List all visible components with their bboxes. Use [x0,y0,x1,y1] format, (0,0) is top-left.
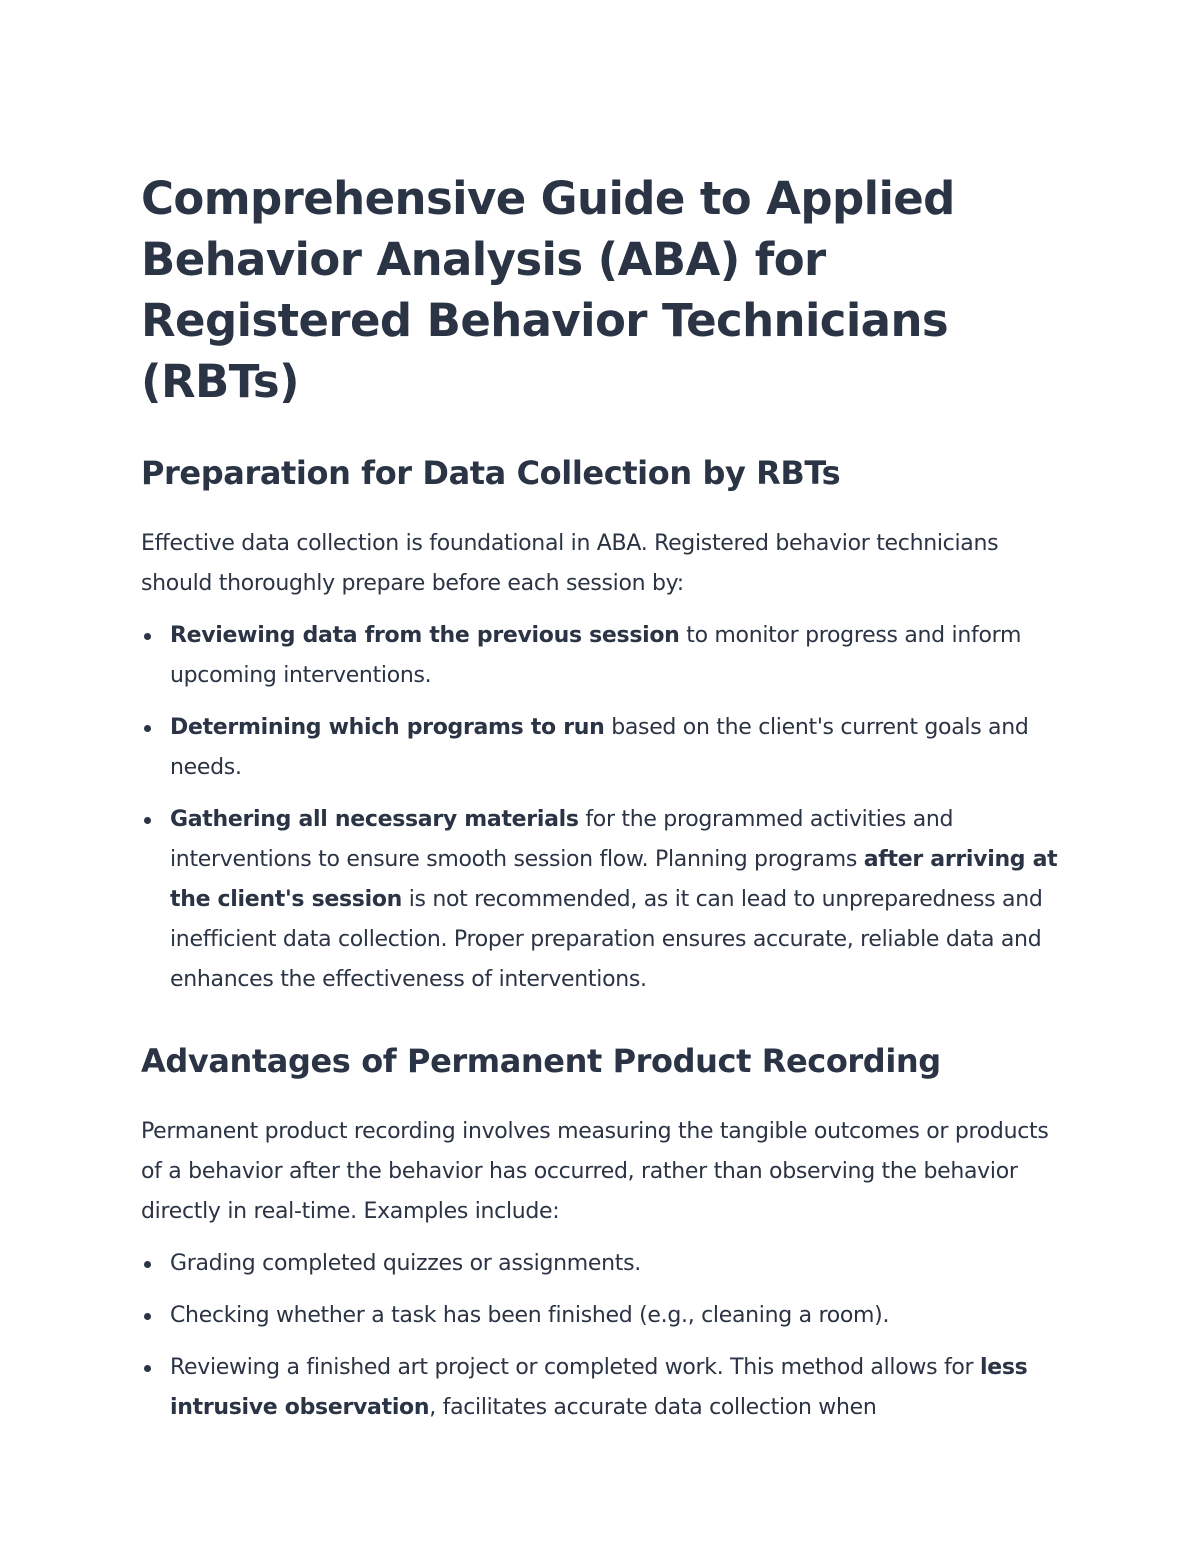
item-text: to monitor progress and inform upcoming interventions. [170,623,1022,688]
item-text: Checking whether a task has been finished (e.g., cleaning a room). [170,1303,890,1328]
list-item [141,1348,1071,1428]
bullet-icon [144,1313,151,1320]
list-item [141,616,1071,696]
document-title: Comprehensive Guide to Applied Behavior Analysis (ABA) for Registered Behavior Technicians (RBTs) [141,172,955,408]
list-item [141,708,1071,788]
item-text: based on the client's current goals and needs. [170,715,1029,780]
bullet-icon [144,725,151,732]
list-item [141,1296,1071,1336]
item-text: is not recommended, as it can lead to unpreparedness and inefficient data collection. Proper preparation ensures accurate, reliable data and enhances the effectiveness of interventions. [170,887,1043,992]
item-text: , facilitates accurate data collection when [429,1395,877,1420]
item-text: Grading completed quizzes or assignments. [170,1251,641,1276]
bold-phrase: Reviewing data from the previous session [170,623,680,648]
bullet-list [141,616,1071,1000]
section-intro: Permanent product recording involves measuring the tangible outcomes or products of a behavior after the behavior has occurred, rather than observing the behavior directly in real-time. Examples include: [141,1119,1049,1224]
section-heading-data-collection: Preparation for Data Collection by RBTs [141,454,841,492]
item-text: Reviewing a finished art project or completed work. This method allows for [170,1355,980,1380]
bold-phrase: Gathering all necessary materials [170,807,579,832]
bullet-icon [144,633,151,640]
section-intro: Effective data collection is foundational in ABA. Registered behavior technicians should thoroughly prepare before each session by: [141,531,999,596]
section-heading-permanent-product: Advantages of Permanent Product Recording [141,1042,941,1080]
bullet-icon [144,817,151,824]
document-page [141,168,1071,1440]
bold-phrase: less intrusive observation [170,1355,1028,1420]
list-item [141,1244,1071,1284]
bold-phrase: Determining which programs to run [170,715,605,740]
list-item [141,800,1071,1000]
item-text: for the programmed activities and interventions to ensure smooth session flow. Planning programs [170,807,954,872]
bullet-icon [144,1365,151,1372]
bold-phrase: after arriving at the client's session [170,847,1058,912]
bullet-list [141,1244,1071,1428]
bullet-icon [144,1261,151,1268]
